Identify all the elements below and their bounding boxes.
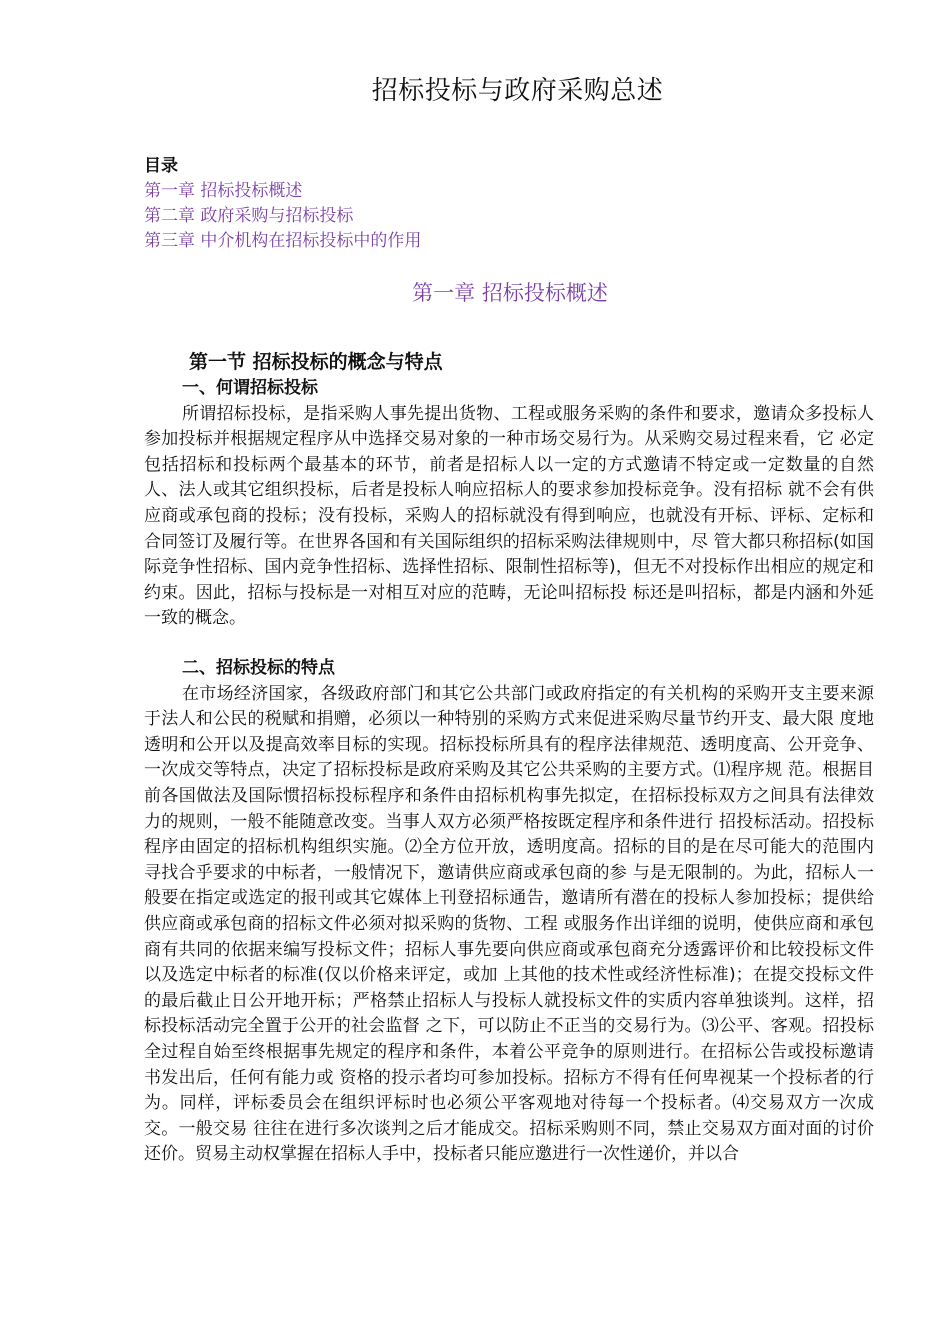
table-of-contents	[144, 154, 421, 254]
subsection-heading: 一、何谓招标投标	[182, 378, 318, 398]
paragraph: 所谓招标投标，是指采购人事先提出货物、工程或服务采购的条件和要求，邀请众多投标人参加投标并根据规定程序从中选择交易对象的一种市场交易行为。从采购交易过程来看，它 必定包括招标和投标两个最基本的环节，前者是招标人以一定的方式邀请不特定或一定数量的自然人、法人或其它组织投标，后者是投标人响应招标人的要求参加投标竞争。没有招标 就不会有供应商或承包商的投标；没有投标，采购人的招标就没有得到响应，也就没有开标、评标、定标和合同签订及履行等。在世界各国和有关国际组织的招标采购法律规则中，尽 管大都只称招标(如国际竞争性招标、国内竞争性招标、选择性招标、限制性招标等)，但无不对投标作出相应的规定和约束。因此，招标与投标是一对相互对应的范畴，无论叫招标投 标还是叫招标，都是内涵和外延一致的概念。	[144, 403, 874, 629]
subsection-concept	[144, 376, 874, 632]
chapter-title: 第一章 招标投标概述	[412, 281, 608, 305]
section-title: 第一节 招标投标的概念与特点	[189, 351, 443, 373]
paragraph: 在市场经济国家，各级政府部门和其它公共部门或政府指定的有关机构的采购开支主要来源于法人和公民的税赋和捐赠，必须以一种特别的采购方式来促进采购尽量节约开支、最大限 度地透明和公开以及提高效率目标的实现。招标投标所具有的程序法律规范、透明度高、公开竞争、一次成交等特点，决定了招标投标是政府采购及其它公共采购的主要方式。⑴程序规 范。根据目前各国做法及国际惯招标投标程序和条件由招标机构事先拟定，在招标投标双方之间具有法律效力的规则，一般不能随意改变。当事人双方必须严格按既定程序和条件进行 招投标活动。招投标程序由固定的招标机构组织实施。⑵全方位开放，透明度高。招标的目的是在尽可能大的范围内寻找合乎要求的中标者，一般情况下，邀请供应商或承包商的参 与是无限制的。为此，招标人一般要在指定或选定的报刊或其它媒体上刊登招标通告，邀请所有潜在的投标人参加投标；提供给供应商或承包商的招标文件必须对拟采购的货物、工程 或服务作出详细的说明，使供应商和承包商有共同的依据来编写投标文件；招标人事先要向供应商或承包商充分透露评价和比较投标文件以及选定中标者的标准(仅以价格来评定，或加 上其他的技术性或经济性标准)；在提交投标文件的最后截止日公开地开标；严格禁止招标人与投标人就投标文件的实质内容单独谈判。这样，招标投标活动完全置于公开的社会监督 之下，可以防止不正当的交易行为。⑶公平、客观。招投标全过程自始至终根据事先规定的程序和条件，本着公平竞争的原则进行。在招标公告或投标邀请书发出后，任何有能力或 资格的投示者均可参加投标。招标方不得有任何卑视某一个投标者的行为。同样，评标委员会在组织评标时也必须公平客观地对待每一个投标者。⑷交易双方一次成交。一般交易 往往在进行多次谈判之后才能成交。招标采购则不同，禁止交易双方面对面的讨价还价。贸易主动权掌握在招标人手中，投标者只能应邀进行一次性递价，并以合	[144, 683, 874, 1165]
document-title: 招标投标与政府采购总述	[371, 76, 664, 106]
toc-heading: 目录	[144, 156, 178, 176]
toc-link-chapter-1[interactable]: 第一章 招标投标概述	[144, 181, 303, 201]
subsection-heading: 二、招标投标的特点	[182, 658, 335, 678]
subsection-features	[144, 656, 874, 1168]
toc-link-chapter-2[interactable]: 第二章 政府采购与招标投标	[144, 206, 354, 226]
toc-link-chapter-3[interactable]: 第三章 中介机构在招标投标中的作用	[144, 231, 422, 251]
